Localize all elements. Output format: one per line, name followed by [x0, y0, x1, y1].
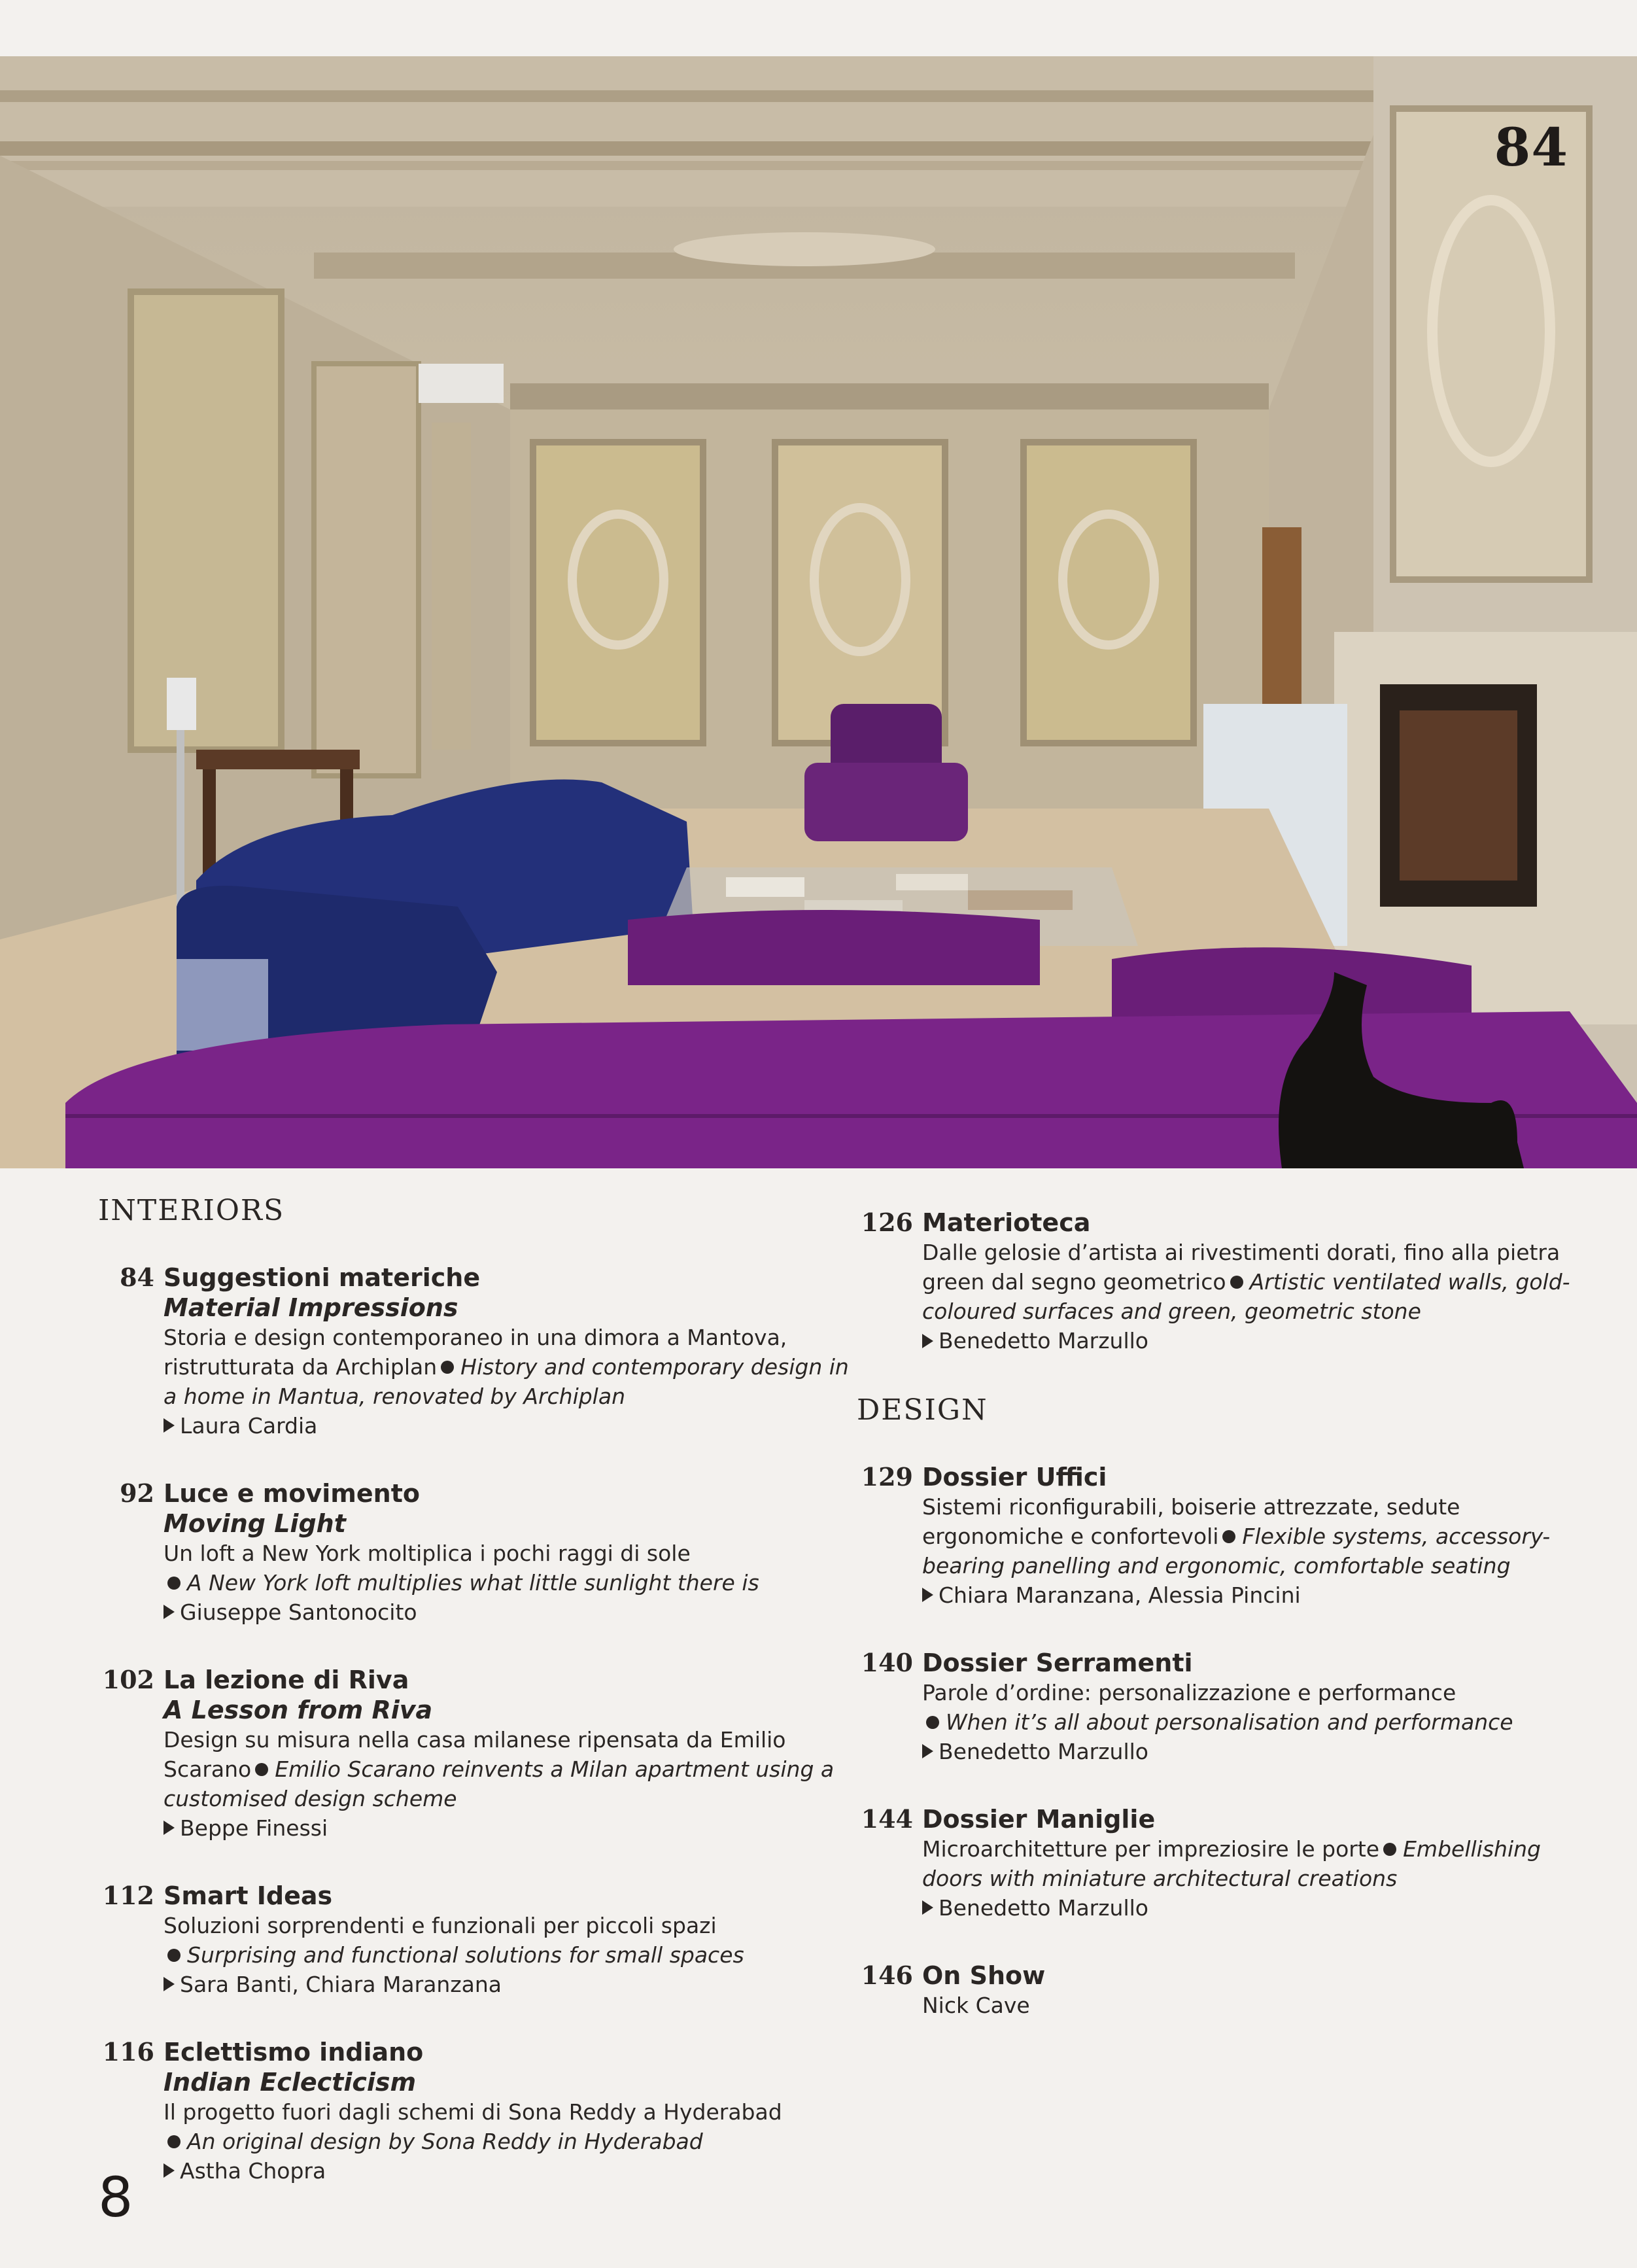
entry-description: Microarchitetture per impreziosire le porte Embellishing doors with miniature architectural creations	[922, 1836, 1541, 1891]
entry-description: Sistemi riconfigurabili, boiserie attrezzate, sedute ergonomiche e confortevoli Flexible systems, accessory-bearing panelling and ergonomic, comfortable seating	[922, 1493, 1551, 1579]
entry-title: Dossier Uffici	[922, 1462, 1107, 1492]
entry-title: Smart Ideas	[164, 1881, 333, 1910]
entry-page-number: 140	[861, 1647, 913, 1677]
page-number: 8	[98, 2165, 133, 2229]
triangle-right-icon	[164, 1821, 175, 1835]
section-title-interiors: INTERIORS	[98, 1194, 285, 1227]
entry-title: Suggestioni materiche	[164, 1263, 481, 1292]
bullet-icon	[167, 1577, 181, 1590]
entry-page-number: 126	[861, 1208, 913, 1237]
entry-author: Chiara Maranzana, Alessia Pincini	[922, 1580, 1589, 1610]
entry-description: Soluzioni sorprendenti e funzionali per piccoli spazi Surprising and functional solutions for small spaces	[164, 1912, 744, 1968]
bullet-icon	[167, 1949, 181, 1962]
bullet-icon	[255, 1763, 268, 1776]
triangle-right-icon	[922, 1744, 933, 1758]
entry-title: Materioteca	[922, 1208, 1091, 1237]
entry-author: Beppe Finessi	[164, 1813, 850, 1843]
entry-title: Eclettismo indiano	[164, 2037, 424, 2067]
entry-author: Laura Cardia	[164, 1411, 850, 1440]
entry-title: Dossier Maniglie	[922, 1804, 1156, 1834]
entry-author: Benedetto Marzullo	[922, 1326, 1589, 1355]
entry-title: La lezione di Riva	[164, 1665, 409, 1694]
toc-entry[interactable]	[98, 1881, 850, 1999]
entry-subtitle: Material Impressions	[164, 1293, 458, 1322]
triangle-right-icon	[164, 1977, 175, 1991]
toc-entry[interactable]	[98, 1263, 850, 1440]
entry-page-number: 102	[102, 1664, 154, 1694]
entry-page-number: 112	[102, 1880, 154, 1910]
entry-description: Nick Cave	[922, 1992, 1030, 2018]
triangle-right-icon	[164, 1418, 175, 1433]
entry-page-number: 92	[120, 1478, 154, 1508]
left-column	[98, 1194, 850, 2224]
entry-subtitle: Indian Eclecticism	[164, 2067, 417, 2097]
toc-entry[interactable]	[98, 1478, 850, 1627]
toc-entry[interactable]	[98, 2037, 850, 2186]
entry-description: Parole d’ordine: personalizzazione e performance When it’s all about personalisation and performance	[922, 1679, 1513, 1735]
toc-entry[interactable]	[857, 1804, 1589, 1923]
entry-author: Benedetto Marzullo	[922, 1737, 1589, 1766]
entry-page-number: 116	[102, 2036, 154, 2067]
entry-title: Luce e movimento	[164, 1478, 420, 1508]
triangle-right-icon	[922, 1900, 933, 1915]
entry-author: Sara Banti, Chiara Maranzana	[164, 1970, 850, 1999]
entry-description: Un loft a New York moltiplica i pochi raggi di sole A New York loft multiplies what little sunlight there is	[164, 1540, 759, 1596]
entry-description: Storia e design contemporaneo in una dimora a Mantova, ristrutturata da Archiplan History and contemporary design in a home in Mantua, renovated by Archiplan	[164, 1324, 849, 1409]
triangle-right-icon	[164, 2163, 175, 2178]
hero-photo	[0, 56, 1637, 1168]
entry-page-number: 84	[120, 1262, 154, 1292]
bullet-icon	[1222, 1530, 1235, 1543]
bullet-icon	[167, 2135, 181, 2148]
toc-entry[interactable]	[98, 1665, 850, 1843]
bullet-icon	[1230, 1276, 1243, 1289]
toc-entry[interactable]	[857, 1208, 1589, 1355]
entry-author: Benedetto Marzullo	[922, 1893, 1589, 1923]
entry-description: Dalle gelosie d’artista ai rivestimenti dorati, fino alla pietra green dal segno geometrico Artistic ventilated walls, gold-coloured surfaces and green, geometric stone	[922, 1240, 1570, 1324]
toc-entry[interactable]	[857, 1648, 1589, 1766]
photo-page-label: 84	[1494, 116, 1568, 178]
entry-page-number: 146	[861, 1960, 913, 1990]
bullet-icon	[926, 1716, 939, 1729]
toc-entry[interactable]	[857, 1961, 1589, 2020]
entry-author: Astha Chopra	[164, 2156, 850, 2186]
interior-illustration	[0, 56, 1637, 1168]
toc-entry[interactable]	[857, 1462, 1589, 1610]
triangle-right-icon	[922, 1334, 933, 1348]
entry-description: Il progetto fuori dagli schemi di Sona Reddy a Hyderabad An original design by Sona Reddy in Hyderabad	[164, 2099, 782, 2154]
entry-page-number: 144	[861, 1804, 913, 1834]
entry-author: Giuseppe Santonocito	[164, 1597, 850, 1627]
entry-title: On Show	[922, 1961, 1046, 1990]
section-title-design: DESIGN	[857, 1393, 988, 1427]
entry-subtitle: A Lesson from Riva	[164, 1695, 433, 1724]
entry-subtitle: Moving Light	[164, 1509, 346, 1538]
entry-title: Dossier Serramenti	[922, 1648, 1193, 1677]
bullet-icon	[441, 1361, 454, 1374]
right-column	[857, 1208, 1589, 2058]
entry-page-number: 129	[861, 1461, 913, 1492]
bullet-icon	[1383, 1843, 1396, 1856]
triangle-right-icon	[164, 1605, 175, 1619]
triangle-right-icon	[922, 1588, 933, 1602]
entry-description: Design su misura nella casa milanese ripensata da Emilio Scarano Emilio Scarano reinvents a Milan apartment using a customised design scheme	[164, 1726, 835, 1811]
